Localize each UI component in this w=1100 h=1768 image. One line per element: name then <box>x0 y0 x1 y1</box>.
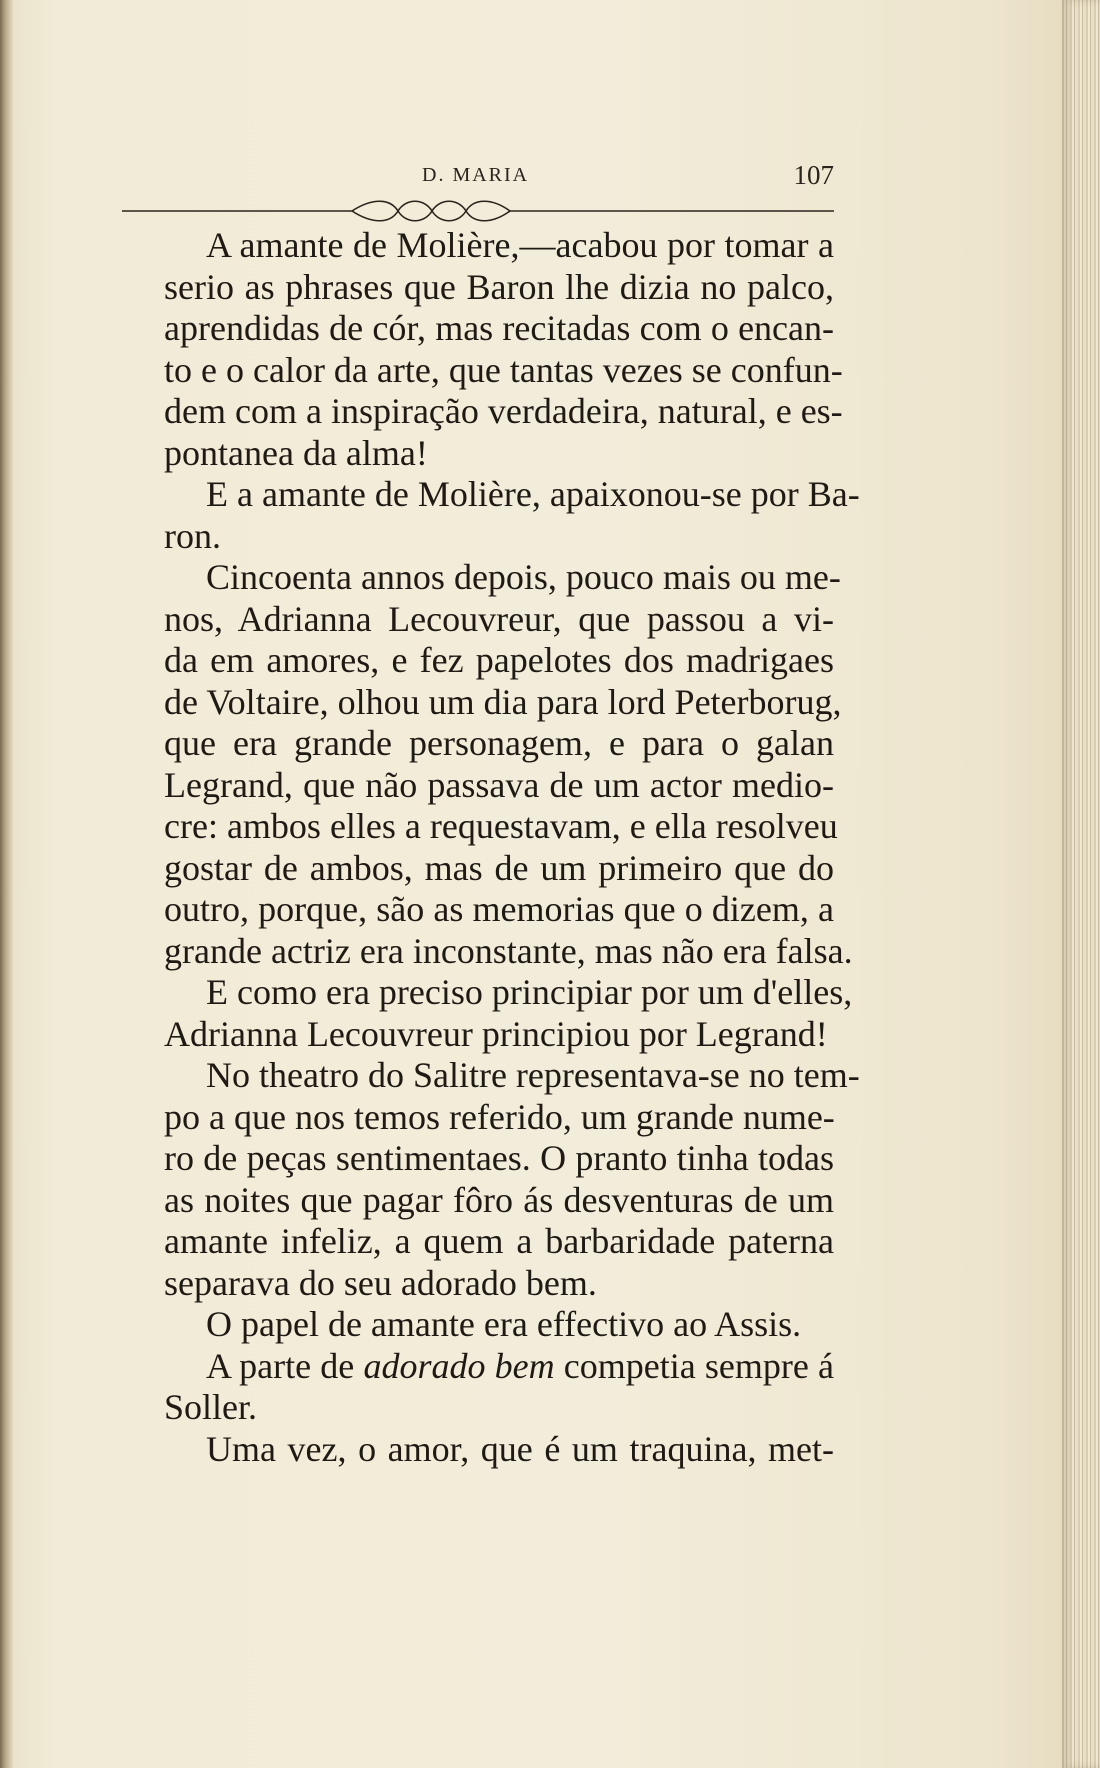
paragraph-1 <box>122 225 843 474</box>
text-line: que era grande personagem, e para o galan <box>164 723 834 763</box>
italic-text-run: adorado bem <box>363 1345 555 1386</box>
text-line: Uma vez, o amor, que é um traquina, met- <box>206 1428 834 1469</box>
text-line: No theatro do Salitre representava-se no tem- <box>206 1055 860 1095</box>
text-line: O papel de amante era effectivo ao Assis. <box>206 1304 802 1344</box>
text-line: pontanea da alma! <box>164 432 428 473</box>
paragraph-5 <box>122 1055 860 1304</box>
text-line: outro, porque, são as memorias que o dizem, a <box>164 889 834 929</box>
text-line: amante infeliz, a quem a barbaridade paterna <box>164 1221 834 1261</box>
text-line: Adrianna Lecouvreur principiou por Legrand! <box>164 1013 828 1054</box>
text-run: A parte de <box>206 1345 364 1386</box>
running-title: D. MARIA <box>422 164 530 186</box>
text-line: da em amores, e fez papelotes dos madrigaes <box>164 640 834 680</box>
paragraph-7 <box>122 1346 834 1429</box>
text-line: dem com a inspiração verdadeira, natural, e es- <box>164 391 843 431</box>
text-line: aprendidas de cór, mas recitadas com o encan- <box>164 308 834 348</box>
page-number: 107 <box>793 160 834 190</box>
text-line: Soller. <box>164 1387 258 1427</box>
text-run: competia sempre á <box>554 1345 834 1386</box>
text-line: to e o calor da arte, que tantas vezes se confun- <box>164 349 843 390</box>
text-line: as noites que pagar fôro ás desventuras de um <box>164 1179 834 1220</box>
paragraph-8 <box>122 1429 834 1471</box>
paragraph-2 <box>122 474 860 557</box>
text-line-mixed <box>122 1346 834 1388</box>
paragraph-4 <box>122 972 853 1055</box>
text-line: A amante de Molière,—acabou por tomar a <box>206 225 834 265</box>
body-text <box>122 225 860 1470</box>
text-line: nos, Adrianna Lecouvreur, que passou a vi- <box>164 598 834 639</box>
text-line: E a amante de Molière, apaixonou-se por Ba- <box>206 474 860 514</box>
text-line: separava do seu adorado bem. <box>164 1262 597 1303</box>
paragraph-6 <box>122 1304 834 1346</box>
ornamental-rule <box>122 196 834 226</box>
running-head <box>122 160 834 194</box>
text-line: po a que nos temos referido, um grande nume- <box>164 1096 835 1137</box>
text-line: ron. <box>164 515 221 556</box>
binding-shadow <box>0 0 14 1768</box>
text-line: ro de peças sentimentaes. O pranto tinha todas <box>164 1138 834 1178</box>
paragraph-3 <box>122 557 853 972</box>
page-edges <box>1062 0 1100 1768</box>
text-line: Legrand, que não passava de um actor medio- <box>164 764 834 805</box>
text-line: gostar de ambos, mas de um primeiro que do <box>164 847 834 888</box>
text-line: cre: ambos elles a requestavam, e ella resolveu <box>164 806 838 846</box>
text-line: serio as phrases que Baron lhe dizia no palco, <box>164 266 834 307</box>
text-line: grande actriz era inconstante, mas não era falsa. <box>164 930 853 971</box>
text-line: E como era preciso principiar por um d'elles, <box>206 972 853 1012</box>
text-line: Cincoenta annos depois, pouco mais ou me- <box>206 557 841 597</box>
text-line: de Voltaire, olhou um dia para lord Peterborug, <box>164 681 842 722</box>
